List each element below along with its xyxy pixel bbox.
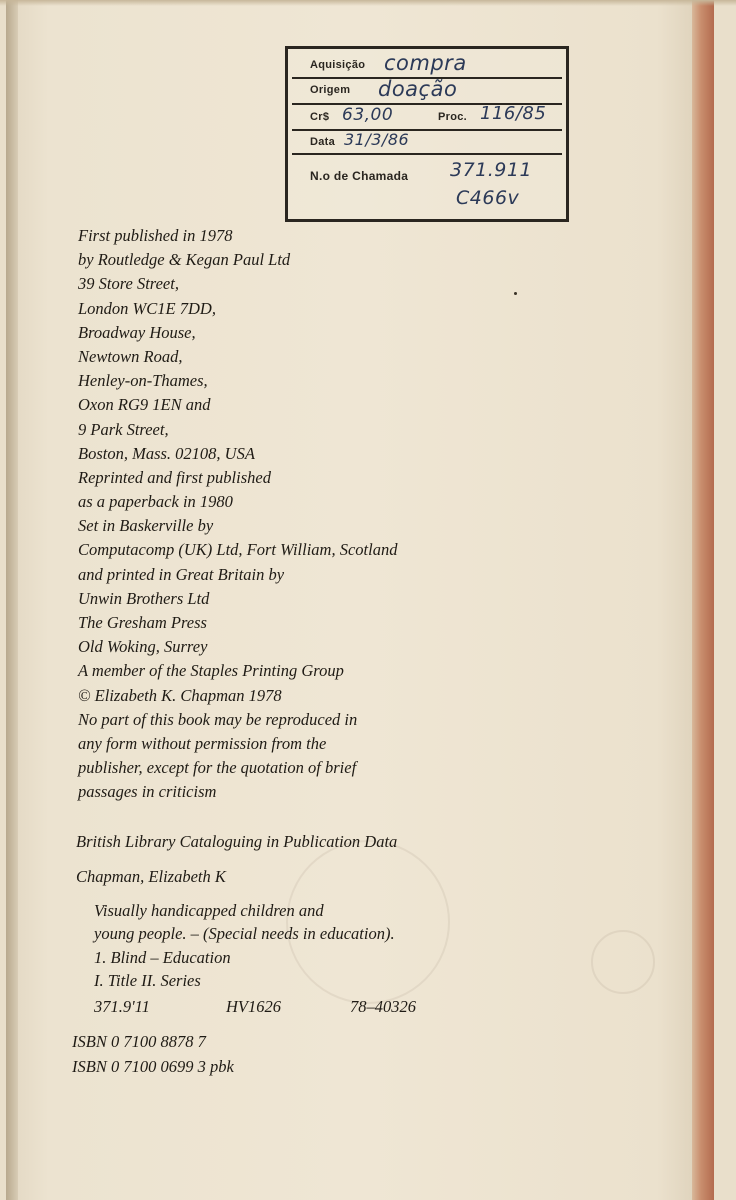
imprint-line: London WC1E 7DD, [78, 298, 216, 318]
imprint-line: by Routledge & Kegan Paul Ltd [78, 250, 291, 270]
imprint-line: publisher, except for the quotation of brief [78, 758, 357, 778]
imprint-line: No part of this book may be reproduced in [78, 709, 358, 729]
cip-title-line: young people. – (Special needs in education). [94, 924, 395, 944]
imprint-line: First published in 1978 [78, 226, 233, 245]
imprint-line: Broadway House, [78, 322, 196, 342]
imprint-line: Reprinted and first published [78, 467, 271, 487]
imprint-line: and printed in Great Britain by [78, 564, 285, 584]
stamp-value-acquisition: compra [384, 51, 467, 75]
cover-edge [692, 0, 714, 1200]
stamp-label-date: Data [310, 136, 336, 148]
imprint-line: A member of the Staples Printing Group [78, 661, 344, 681]
stamp-label-origin: Origem [310, 84, 351, 96]
stamp-label-process: Proc. [438, 111, 468, 123]
page-gutter [6, 0, 18, 1200]
ink-speck [514, 292, 517, 295]
stamp-label-call-number: N.o de Chamada [310, 169, 409, 183]
stamp-value-origin: doação [378, 77, 458, 101]
cip-title-block [94, 899, 395, 993]
stamp-value-date: 31/3/86 [344, 130, 410, 149]
cip-lc-number: HV1626 [226, 997, 281, 1016]
stamp-label-acquisition: Aquisição [310, 59, 366, 71]
imprint-line: as a paperback in 1980 [78, 492, 233, 512]
stamp-value-call-number: 371.911 [450, 159, 533, 181]
cip-heading: British Library Cataloguing in Publication Data [76, 832, 398, 851]
stamp-value-price: 63,00 [342, 105, 394, 125]
cip-subject-line: 1. Blind – Education [94, 947, 231, 967]
cip-title-line: Visually handicapped children and [94, 901, 324, 920]
imprint-line: any form without permission from the [78, 733, 327, 753]
imprint-line: © Elizabeth K. Chapman 1978 [78, 685, 282, 705]
imprint-block [78, 224, 397, 805]
imprint-line: Old Woking, Surrey [78, 637, 208, 657]
cip-class-number: 371.9'11 [94, 997, 150, 1016]
imprint-line: Boston, Mass. 02108, USA [78, 443, 255, 463]
imprint-line: Unwin Brothers Ltd [78, 588, 210, 608]
imprint-line: The Gresham Press [78, 613, 207, 632]
cip-entries-line: I. Title II. Series [94, 971, 201, 991]
stamp-row-acquisition [292, 51, 562, 79]
imprint-line: Newtown Road, [78, 346, 183, 366]
cip-author: Chapman, Elizabeth K [76, 867, 226, 886]
library-stamp [285, 46, 569, 222]
stamp-row-price [292, 105, 562, 131]
imprint-line: passages in criticism [78, 782, 217, 802]
stamp-row-date [292, 131, 562, 155]
cip-record-number: 78–40326 [350, 997, 416, 1016]
isbn-hardback: ISBN 0 7100 8878 7 [72, 1032, 206, 1051]
isbn-paperback: ISBN 0 7100 0699 3 pbk [72, 1057, 234, 1076]
imprint-line: Oxon RG9 1EN and [78, 395, 211, 415]
imprint-line: 39 Store Street, [78, 274, 179, 294]
stamp-value-cutter: C466v [456, 187, 520, 209]
page-top-edge [0, 0, 736, 6]
stamp-value-process: 116/85 [480, 103, 547, 124]
imprint-line: Henley-on-Thames, [78, 371, 208, 391]
stamp-row-origin [292, 79, 562, 105]
imprint-line: Set in Baskerville by [78, 516, 214, 536]
stamp-label-price: Cr$ [310, 111, 330, 123]
stamp-row-call-number [292, 155, 562, 219]
imprint-line: 9 Park Street, [78, 419, 169, 439]
imprint-line: Computacomp (UK) Ltd, Fort William, Scotland [78, 540, 398, 560]
show-through-emblem [591, 930, 655, 994]
